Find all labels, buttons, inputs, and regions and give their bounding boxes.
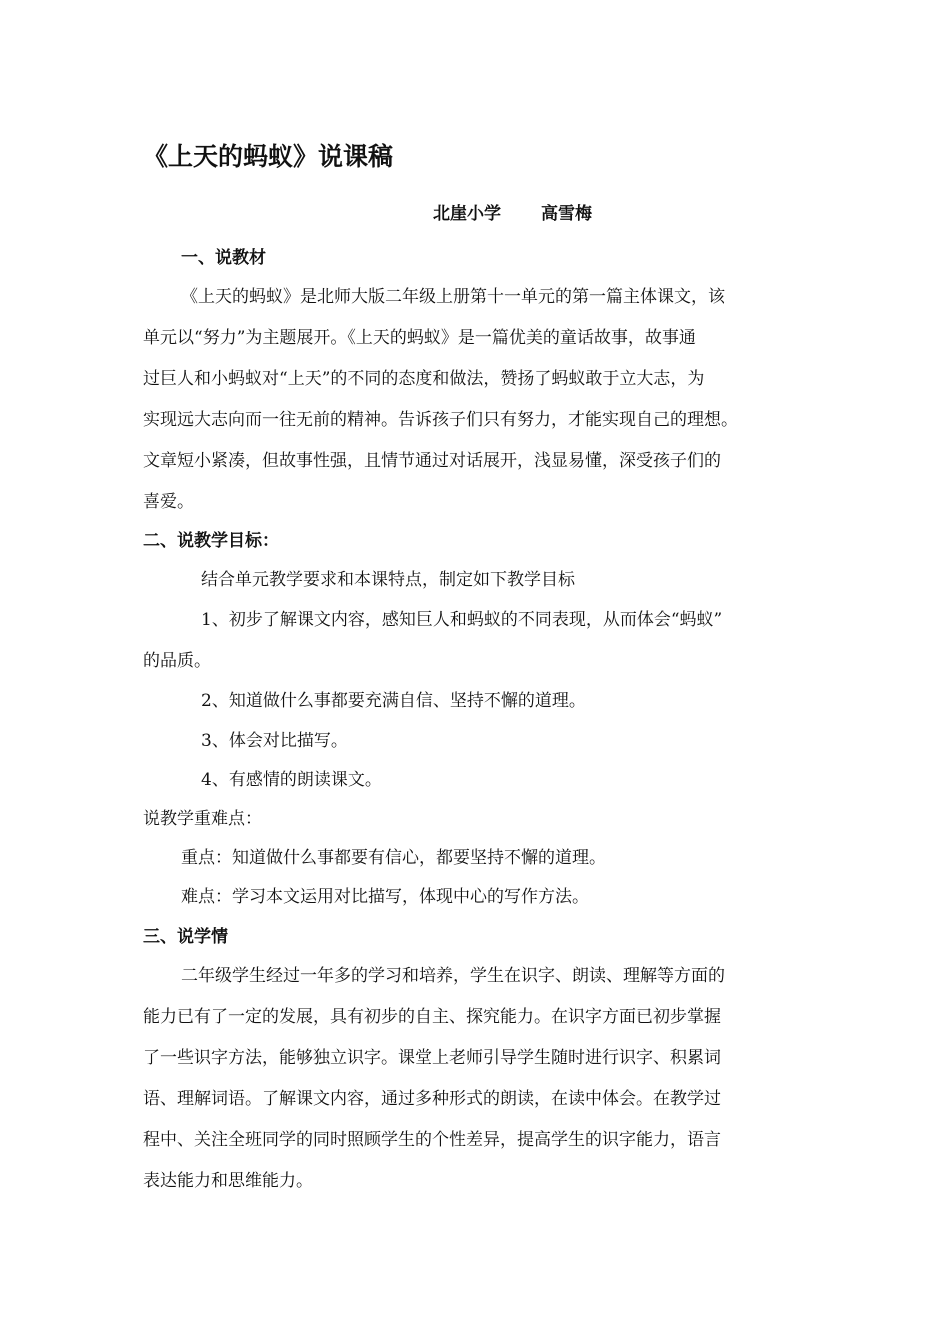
- paragraph-line: 文章短小紧凑，但故事性强，且情节通过对话展开，浅显易懂，深受孩子们的: [143, 451, 721, 471]
- paragraph-line: 二年级学生经过一年多的学习和培养，学生在识字、朗读、理解等方面的: [181, 966, 725, 986]
- paragraph-line: 《上天的蚂蚁》是北师大版二年级上册第十一单元的第一篇主体课文，该: [181, 287, 725, 307]
- goal-item: 4、有感情的朗读课文。: [201, 770, 382, 790]
- goal-item: 3、体会对比描写。: [201, 731, 348, 751]
- paragraph-line: 单元以“努力”为主题展开。《上天的蚂蚁》是一篇优美的童话故事，故事通: [143, 328, 696, 348]
- paragraph-line: 喜爱。: [143, 492, 194, 512]
- paragraph-line: 表达能力和思维能力。: [143, 1171, 313, 1191]
- section-heading-students: 三、说学情: [143, 927, 228, 947]
- section-heading-goals: 二、说教学目标：: [143, 531, 279, 551]
- key-points-heading: 说教学重难点：: [143, 809, 262, 829]
- author-name: 高雪梅: [541, 204, 592, 224]
- goals-intro: 结合单元教学要求和本课特点，制定如下教学目标: [201, 570, 575, 590]
- author-school: 北崖小学: [433, 204, 501, 224]
- paragraph-line: 过巨人和小蚂蚁对“上天”的不同的态度和做法，赞扬了蚂蚁敢于立大志，为: [143, 369, 705, 389]
- paragraph-line: 能力已有了一定的发展，具有初步的自主、探究能力。在识字方面已初步掌握: [143, 1007, 721, 1027]
- difficulty-point: 难点：学习本文运用对比描写，体现中心的写作方法。: [181, 887, 589, 907]
- paragraph-line: 了一些识字方法，能够独立识字。课堂上老师引导学生随时进行识字、积累词: [143, 1048, 721, 1068]
- goal-item: 2、知道做什么事都要充满自信、坚持不懈的道理。: [201, 691, 586, 711]
- key-point: 重点：知道做什么事都要有信心，都要坚持不懈的道理。: [181, 848, 606, 868]
- paragraph-line: 程中、关注全班同学的同时照顾学生的个性差异，提高学生的识字能力，语言: [143, 1130, 721, 1150]
- section-heading-textbook: 一、说教材: [181, 248, 266, 268]
- goal-item: 1、初步了解课文内容，感知巨人和蚂蚁的不同表现，从而体会“蚂蚁”: [201, 610, 723, 630]
- goal-item-continued: 的品质。: [143, 651, 211, 671]
- document-title: 《上天的蚂蚁》说课稿: [143, 142, 394, 171]
- paragraph-line: 实现远大志向而一往无前的精神。告诉孩子们只有努力，才能实现自己的理想。: [143, 410, 738, 430]
- paragraph-line: 语、理解词语。了解课文内容，通过多种形式的朗读，在读中体会。在教学过: [143, 1089, 721, 1109]
